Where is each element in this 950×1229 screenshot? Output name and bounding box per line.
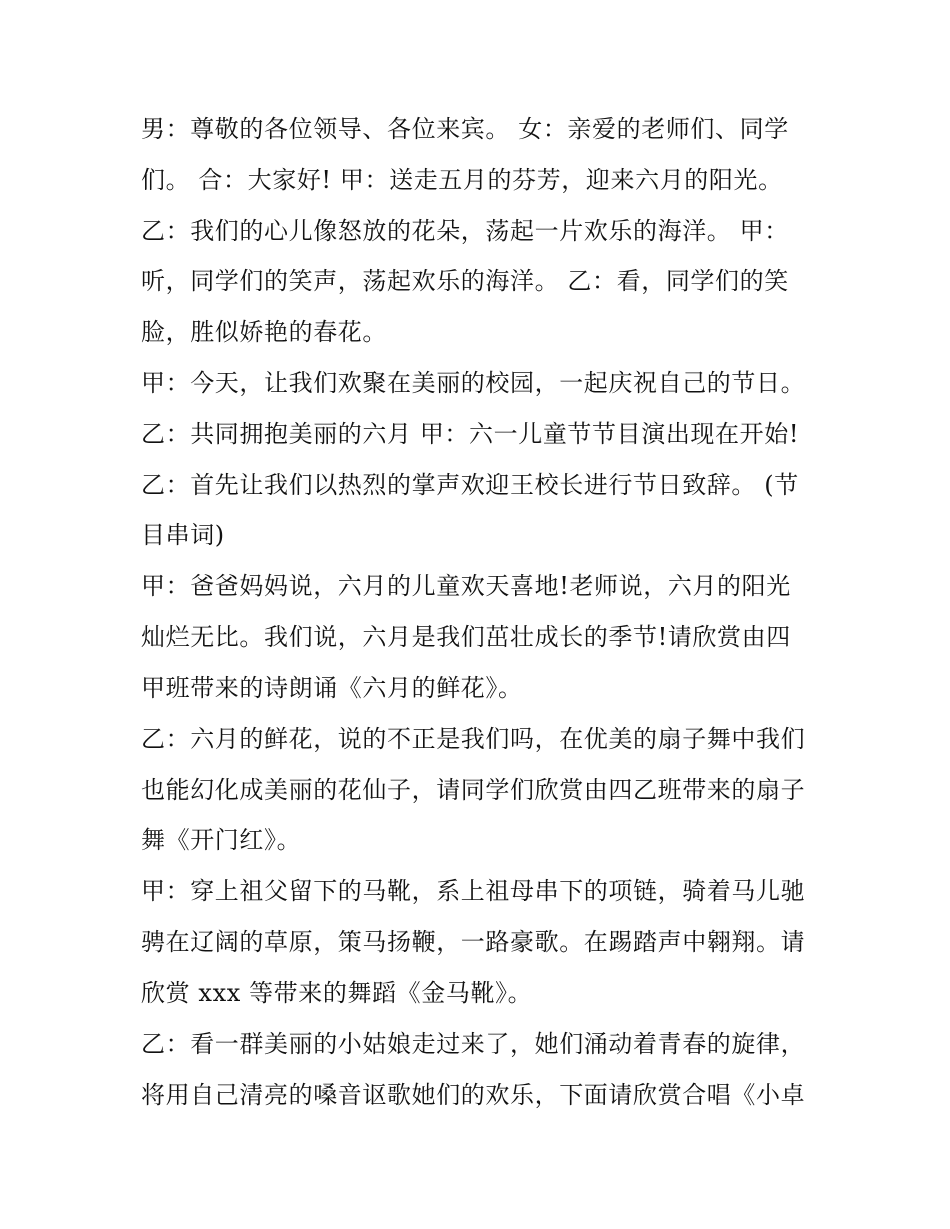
text-line: 灿烂无比。我们说，六月是我们茁壮成长的季节!请欣赏由四: [141, 623, 791, 651]
text-line: 听，同学们的笑声，荡起欢乐的海洋。 乙：看，同学们的笑: [141, 267, 789, 295]
text-line: 乙：看一群美丽的小姑娘走过来了，她们涌动着青春的旋律，: [141, 1030, 806, 1058]
text-line: 乙：首先让我们以热烈的掌声欢迎王校长进行节日致辞。 (节: [141, 471, 799, 499]
text-line: 甲：穿上祖父留下的马靴，系上祖母串下的项链，骑着马儿驰: [141, 877, 806, 905]
text-line: 甲：爸爸妈妈说，六月的儿童欢天喜地!老师说，六月的阳光: [141, 572, 791, 600]
text-line: 将用自己清亮的嗓音讴歌她们的欢乐，下面请欣赏合唱《小卓: [141, 1081, 806, 1109]
text-line: 目串词): [141, 521, 225, 549]
text-line: 也能幻化成美丽的花仙子，请同学们欣赏由四乙班带来的扇子: [141, 776, 806, 804]
text-line: 男：尊敬的各位领导、各位来宾。 女：亲爱的老师们、同学: [141, 115, 789, 143]
text-line: 们。 合：大家好! 甲：送走五月的芬芳，迎来六月的阳光。: [141, 166, 783, 194]
text-line: 甲：今天，让我们欢聚在美丽的校园，一起庆祝自己的节日。: [141, 369, 806, 397]
text-line: 骋在辽阔的草原，策马扬鞭，一路豪歌。在踢踏声中翱翔。请: [141, 928, 806, 956]
text-line: 乙：我们的心儿像怒放的花朵，荡起一片欢乐的海洋。 甲：: [141, 217, 789, 245]
text-line: 欣赏 xxx 等带来的舞蹈《金马靴》。: [141, 979, 533, 1007]
text-line: 乙：共同拥抱美丽的六月 甲：六一儿童节节目演出现在开始!: [141, 420, 800, 448]
text-line: 舞《开门红》。: [141, 826, 302, 854]
text-line: 甲班带来的诗朗诵《六月的鲜花》。: [141, 674, 523, 702]
text-line: 脸，胜似娇艳的春花。: [141, 318, 387, 346]
text-line: 乙：六月的鲜花，说的不正是我们吗，在优美的扇子舞中我们: [141, 725, 806, 753]
